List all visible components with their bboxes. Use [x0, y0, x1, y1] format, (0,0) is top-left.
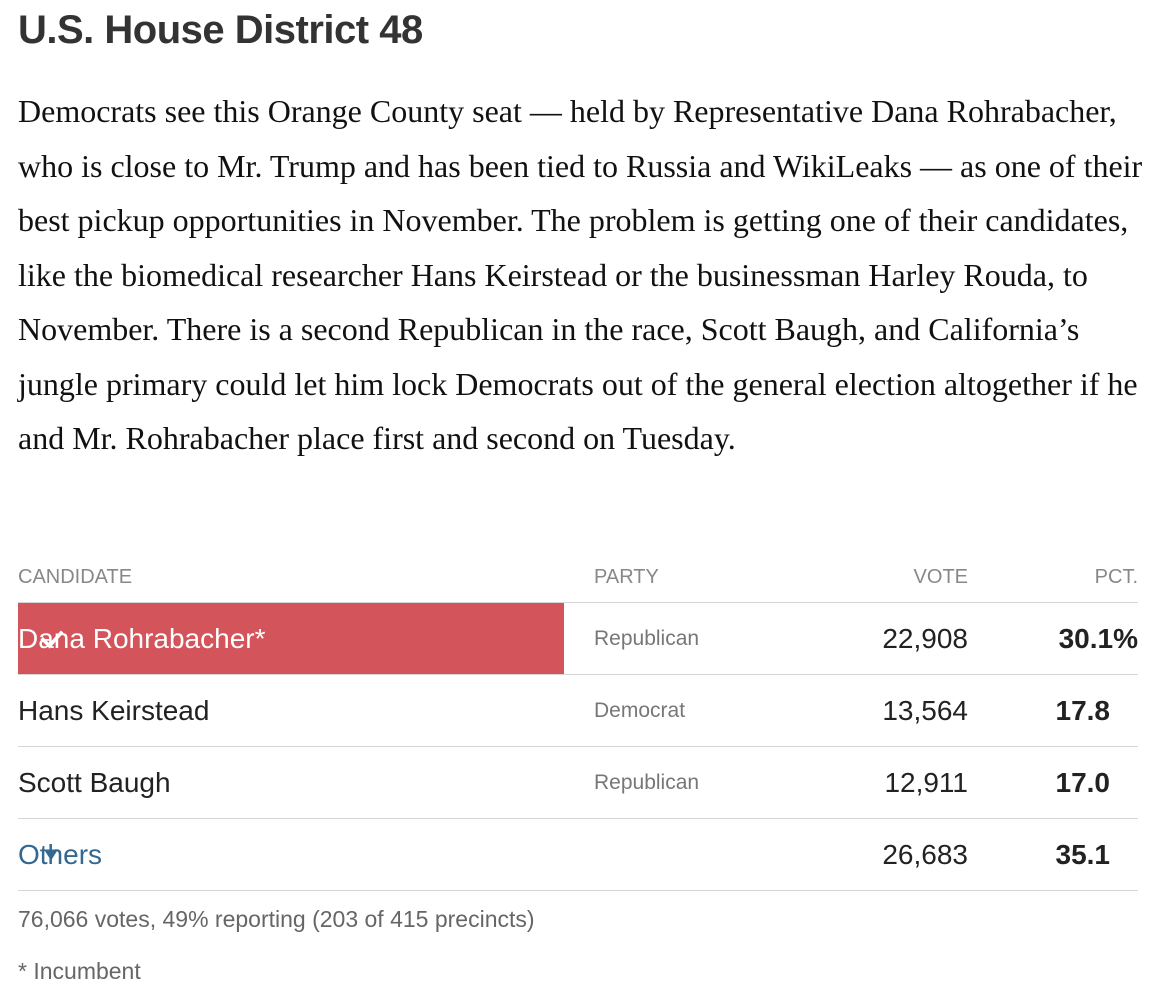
incumbent-note: * Incumbent	[18, 958, 141, 984]
party-cell: Democrat	[594, 675, 808, 747]
others-pct-cell: 35.1	[968, 819, 1138, 891]
others-row	[18, 819, 1138, 891]
header-vote: VOTE	[808, 552, 968, 603]
vote-cell: 12,911	[808, 747, 968, 819]
party-cell: Republican	[594, 747, 808, 819]
pct-cell: 30.1%	[968, 603, 1138, 675]
header-pct: PCT.	[968, 552, 1138, 603]
others-label: Others	[18, 838, 103, 870]
pct-cell: 17.0	[968, 747, 1138, 819]
vote-cell: 13,564	[808, 675, 968, 747]
vote-cell: 22,908	[808, 603, 968, 675]
results-table	[18, 552, 1138, 891]
race-summary: Democrats see this Orange County seat — held by Representative Dana Rohrabacher, who is close to Mr. Trump and has been tied to Russia and WikiLeaks — as one of their best pickup opportunities in November. The problem is getting one of their candidates, like the biomedical researcher Hans Keirstead or the businessman Harley Rouda, to November. There is a second Republican in the race, Scott Baugh, and California’s jungle primary could let him lock Democrats out of the general election altogether if he and Mr. Rohrabacher place first and second on Tuesday.	[18, 93, 1143, 456]
checkmark-icon	[40, 627, 64, 651]
table-row	[18, 747, 1138, 819]
party-cell: Republican	[594, 603, 808, 675]
pct-cell: 17.8	[968, 675, 1138, 747]
candidate-cell	[18, 675, 564, 747]
candidate-name: Dana Rohrabacher*	[18, 622, 266, 654]
reporting-status: 76,066 votes, 49% reporting (203 of 415 precincts)	[18, 906, 535, 932]
candidate-name: Scott Baugh	[18, 766, 171, 798]
candidate-cell-winner	[18, 603, 564, 675]
header-candidate: CANDIDATE	[18, 552, 564, 603]
others-vote-cell: 26,683	[808, 819, 968, 891]
table-header-row	[18, 552, 1138, 603]
table-row	[18, 603, 1138, 675]
table-row	[18, 675, 1138, 747]
candidate-name: Hans Keirstead	[18, 694, 210, 726]
page-title: U.S. House District 48	[18, 8, 423, 52]
others-toggle[interactable]	[18, 819, 564, 891]
header-party: PARTY	[594, 552, 808, 603]
candidate-cell	[18, 747, 564, 819]
triangle-down-icon	[44, 849, 58, 860]
